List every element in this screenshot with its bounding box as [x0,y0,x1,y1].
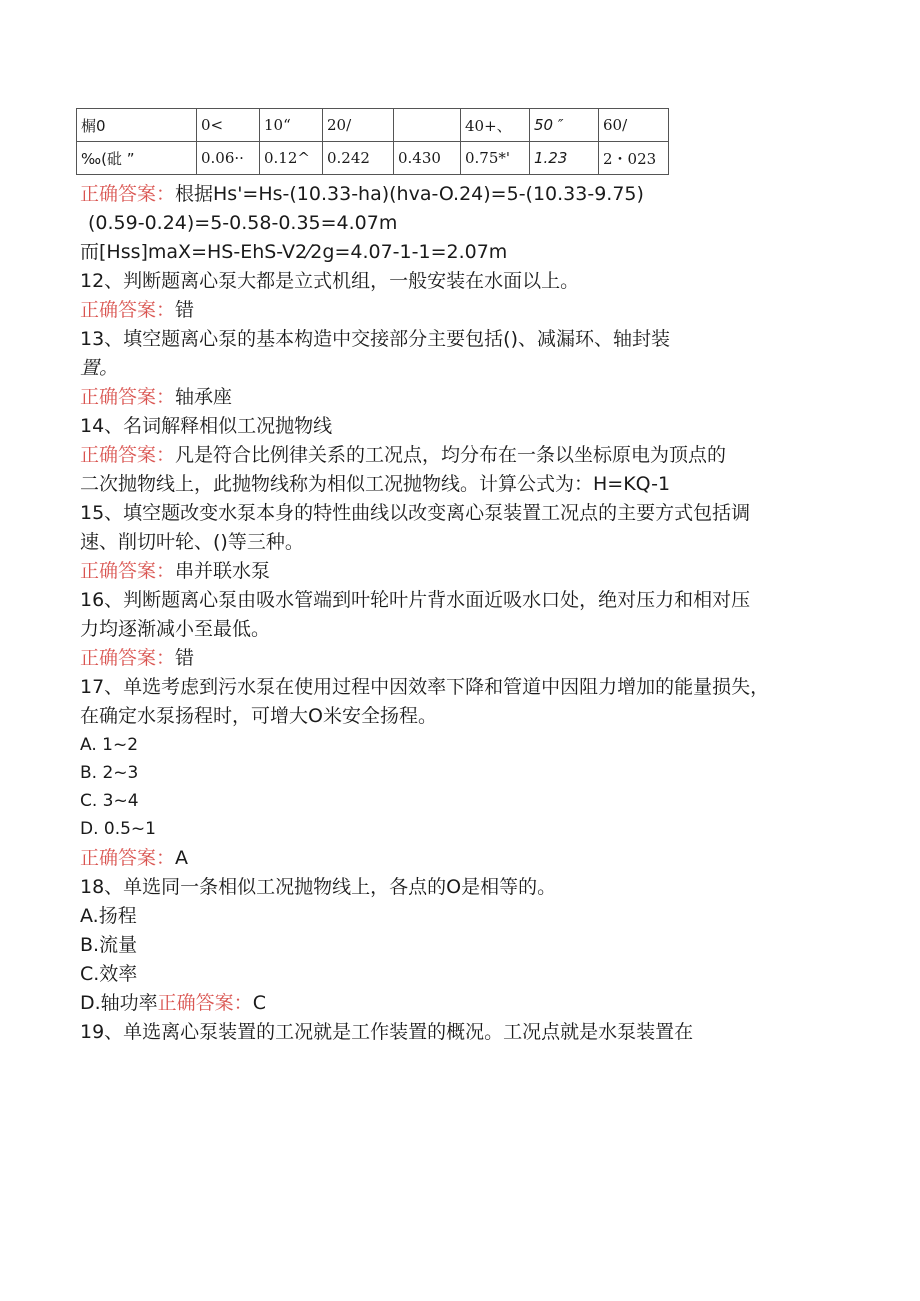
table-cell: 0.430 [394,142,461,175]
answer-label: 正确答案： [80,444,176,466]
answer-label: 正确答案： [157,992,253,1014]
answer-label: 正确答案： [80,560,176,582]
answer-continuation: 而[Hss]maX=HS-EhS-V2⁄2g=4.07-1-1=2.07m [80,241,508,263]
table-cell: 40+、 [461,109,530,142]
answer-text: C [252,992,266,1014]
question-text: 在确定水泵扬程时，可增大O米安全扬程。 [80,705,437,727]
table-cell: 0< [197,109,260,142]
table-cell: 60/ [599,109,669,142]
table-cell: 10“ [260,109,323,142]
option-b: B.流量 [80,934,138,956]
option-d: D.轴功率 [80,992,158,1014]
option-c: C.效率 [80,963,138,985]
question-text: 12、判断题离心泵大都是立式机组，一般安装在水面以上。 [80,270,580,292]
question-text: 置。 [80,357,119,379]
answer-label: 正确答案： [80,299,176,321]
answer-continuation: (0.59-0.24)=5-0.58-0.35=4.07m [88,212,398,234]
answer-line [80,441,726,470]
question-text: 19、单选离心泵装置的工况就是工作装置的概况。工况点就是水泵装置在 [80,1021,694,1043]
answer-label: 正确答案： [80,647,176,669]
question-text: 速、削切叶轮、()等三种。 [80,531,304,553]
answer-text: 错 [175,299,195,321]
option-d: D. 0.5~1 [80,819,156,839]
answer-label: 正确答案： [80,386,176,408]
table-cell [394,109,461,142]
question-text: 17、单选考虑到污水泵在使用过程中因效率下降和管道中因阻力增加的能量损失， [80,676,770,698]
answer-continuation: 二次抛物线上，此抛物线称为相似工况抛物线。计算公式为：H=KQ-1 [80,473,671,495]
table-cell: ‰(砒 ” [77,142,197,175]
question-text: 18、单选同一条相似工况抛物线上，各点的O是相等的。 [80,876,557,898]
option-a: A. 1~2 [80,735,139,755]
table-cell: 50 ″ [530,109,599,142]
table-cell: 0.242 [323,142,394,175]
answer-label: 正确答案： [80,847,176,869]
table-cell: 2・023 [599,142,669,175]
option-b: B. 2~3 [80,763,139,783]
question-text: 13、填空题离心泵的基本构造中交接部分主要包括()、减漏环、轴封装 [80,328,671,350]
data-table [76,108,669,175]
answer-line [80,383,232,412]
table-row [77,142,669,175]
table-cell: 0.12^ [260,142,323,175]
answer-text: 错 [175,647,195,669]
table-cell: 0.06·· [197,142,260,175]
answer-line [80,989,266,1018]
question-text: 14、名词解释相似工况抛物线 [80,415,333,437]
option-a: A.扬程 [80,905,137,927]
answer-text: 串并联水泵 [175,560,271,582]
answer-text: 轴承座 [175,386,233,408]
answer-line [80,644,194,673]
table-cell: 1.23 [530,142,599,175]
answer-text: 根据Hs'=Hs-(10.33-ha)(hva-O.24)=5-(10.33-9.75) [175,183,644,205]
table-cell: 榍0 [77,109,197,142]
question-text: 16、判断题离心泵由吸水管端到叶轮叶片背水面近吸水口处，绝对压力和相对压 [80,589,751,611]
answer-line [80,180,644,209]
question-text: 力均逐渐减小至最低。 [80,618,271,640]
answer-label: 正确答案： [80,183,176,205]
answer-line [80,296,194,325]
table-cell: 20/ [323,109,394,142]
answer-line [80,844,188,873]
answer-text: 凡是符合比例律关系的工况点，均分布在一条以坐标原电为顶点的 [175,444,727,466]
option-c: C. 3~4 [80,791,139,811]
answer-text: A [175,847,189,869]
table-row [77,109,669,142]
answer-line [80,557,270,586]
table-cell: 0.75*' [461,142,530,175]
question-text: 15、填空题改变水泵本身的特性曲线以改变离心泵装置工况点的主要方式包括调 [80,502,751,524]
